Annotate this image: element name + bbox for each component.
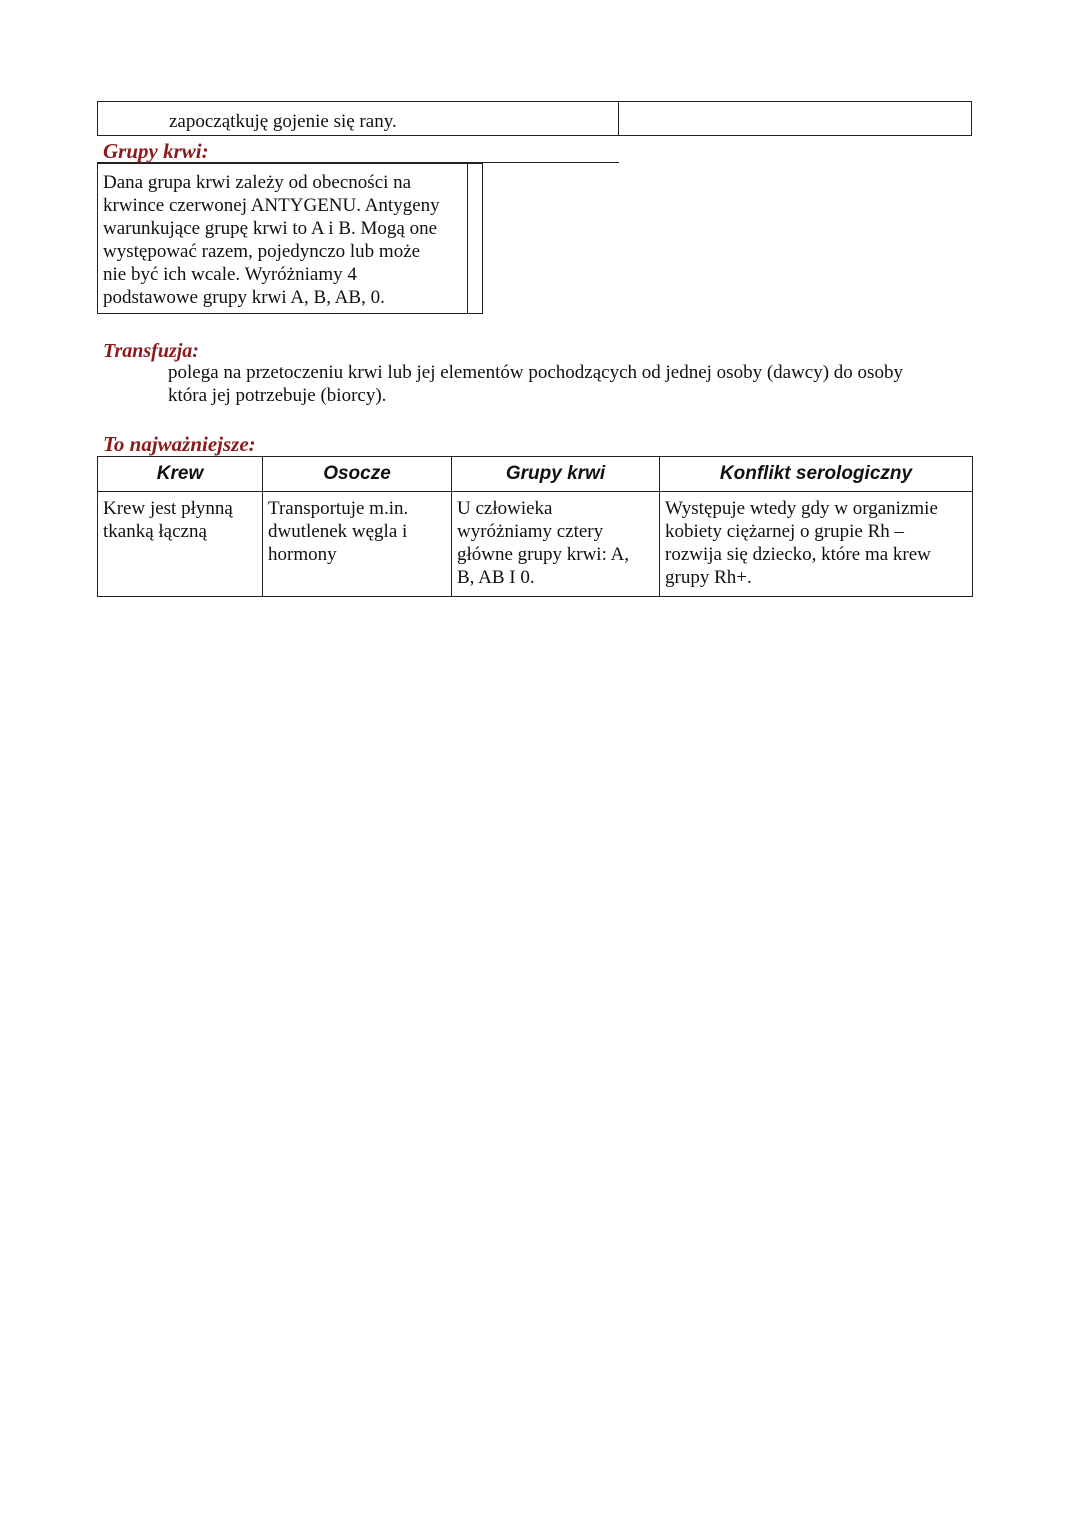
transfuzja-line: polega na przetoczeniu krwi lub jej elementów pochodzących od jednej osoby (dawcy) do osoby xyxy=(168,362,903,383)
transfuzja-definition xyxy=(168,361,968,407)
column-header-krew: Krew xyxy=(98,457,263,492)
grupy-krwi-line: krwince czerwonej ANTYGENU. Antygeny xyxy=(103,195,440,216)
continuation-cell-empty xyxy=(619,102,971,135)
cell-krew xyxy=(98,492,263,597)
cell-line: kobiety ciężarnej o grupie Rh – xyxy=(665,521,905,542)
continuation-table xyxy=(97,101,972,136)
grupy-krwi-box xyxy=(97,163,483,314)
cell-line: Krew jest płynną xyxy=(103,498,233,519)
column-header-grupy-krwi: Grupy krwi xyxy=(452,457,660,492)
grupy-krwi-text xyxy=(98,164,468,313)
grupy-krwi-line: warunkujące grupę krwi to A i B. Mogą one xyxy=(103,218,438,239)
grupy-krwi-line: Dana grupa krwi zależy od obecności na xyxy=(103,172,412,193)
table-row xyxy=(98,492,973,597)
grupy-krwi-line: nie być ich wcale. Wyróżniamy 4 xyxy=(103,264,357,285)
cell-line: tkanką łączną xyxy=(103,521,207,542)
cell-line: Transportuje m.in. xyxy=(268,498,409,519)
cell-line: rozwija się dziecko, które ma krew xyxy=(665,544,931,565)
column-header-osocze: Osocze xyxy=(263,457,452,492)
heading-najwazniejsze: To najważniejsze: xyxy=(103,432,256,456)
grupy-krwi-line: występować razem, pojedynczo lub może xyxy=(103,241,421,262)
cell-konflikt xyxy=(660,492,973,597)
cell-line: główne grupy krwi: A, xyxy=(457,544,630,565)
heading-grupy-krwi: Grupy krwi: xyxy=(97,136,619,163)
transfuzja-line: która jej potrzebuje (biorcy). xyxy=(168,385,387,406)
summary-table xyxy=(97,456,973,597)
cell-grupy-krwi xyxy=(452,492,660,597)
cell-line: B, AB I 0. xyxy=(457,567,535,588)
cell-line: wyróżniamy cztery xyxy=(457,521,604,542)
table-header-row xyxy=(98,457,973,492)
cell-line: dwutlenek węgla i xyxy=(268,521,408,542)
cell-line: grupy Rh+. xyxy=(665,567,752,588)
cell-osocze xyxy=(263,492,452,597)
cell-line: U człowieka xyxy=(457,498,553,519)
cell-line: hormony xyxy=(268,544,337,565)
cell-line: Występuje wtedy gdy w organizmie xyxy=(665,498,938,519)
grupy-krwi-line: podstawowe grupy krwi A, B, AB, 0. xyxy=(103,287,385,308)
heading-transfuzja: Transfuzja: xyxy=(103,340,199,362)
column-header-konflikt: Konflikt serologiczny xyxy=(660,457,973,492)
continuation-cell-text: zapoczątkuję gojenie się rany. xyxy=(98,102,619,135)
